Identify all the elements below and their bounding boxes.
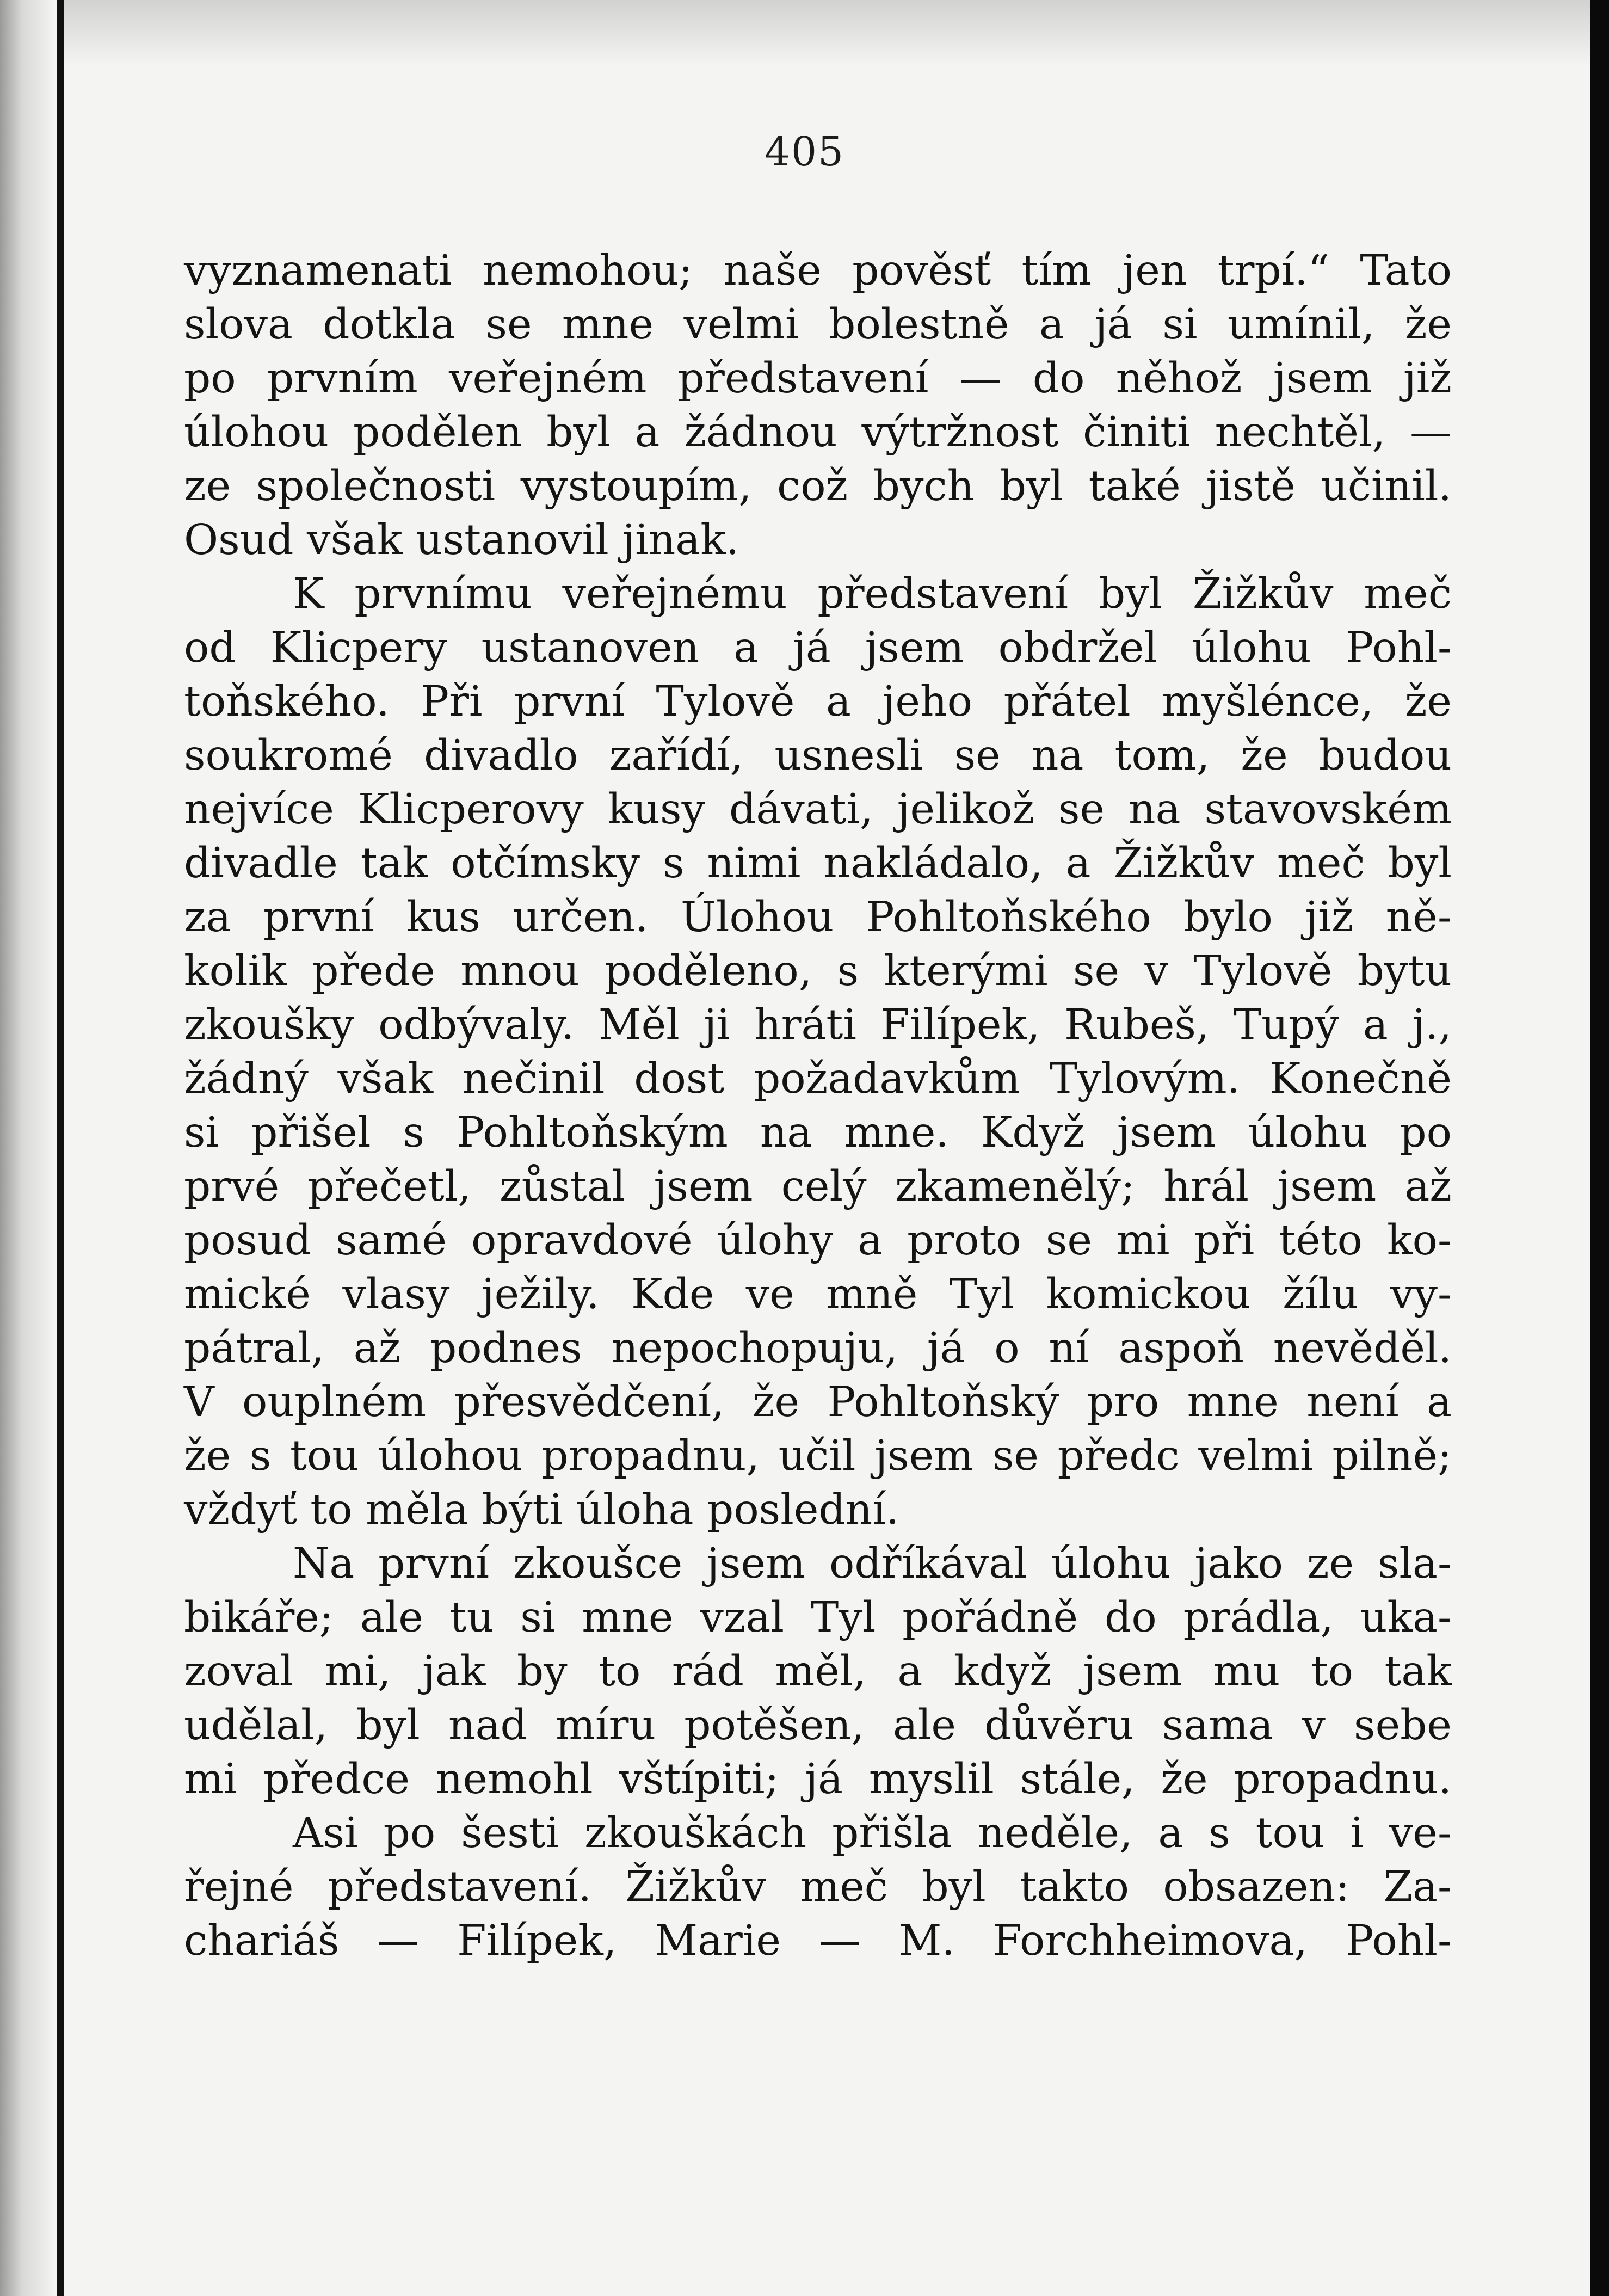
text-line: udělal, byl nad míru potěšen, ale důvěru sama v sebe (184, 1701, 1452, 1750)
text-line: bikáře; ale tu si mne vzal Tyl pořádně do prádla, uka- (184, 1593, 1452, 1642)
text-line: zkoušky odbývaly. Měl ji hráti Filípek, Rubeš, Tupý a j., (184, 1001, 1452, 1049)
text-line: soukromé divadlo zařídí, usnesli se na tom, že budou (184, 731, 1452, 780)
text-line: Na první zkoušce jsem odříkával úlohu jako ze sla- (293, 1540, 1452, 1588)
text-line: slova dotkla se mne velmi bolestně a já si umínil, že (184, 300, 1452, 349)
top-edge-shade (64, 0, 1590, 65)
page-number: 405 (764, 128, 845, 175)
text-line: Osud však ustanovil jinak. (184, 516, 739, 564)
text-line: pátral, až podnes nepochopuju, já o ní aspoň nevěděl. (184, 1324, 1452, 1372)
text-line: toňského. Při první Tylově a jeho přátel myšlénce, že (184, 678, 1452, 726)
text-line: zoval mi, jak by to rád měl, a když jsem mu to tak (184, 1647, 1452, 1696)
text-line: V ouplném přesvědčení, že Pohltoňský pro mne není a (184, 1378, 1452, 1426)
text-line: prvé přečetl, zůstal jsem celý zkamenělý; hrál jsem až (184, 1162, 1452, 1211)
text-line: mi předce nemohl vštípiti; já myslil stále, že propadnu. (184, 1755, 1452, 1803)
text-line: že s tou úlohou propadnu, učil jsem se předc velmi pilně; (184, 1432, 1452, 1480)
text-line: od Klicpery ustanoven a já jsem obdržel úlohu Pohl- (184, 624, 1452, 672)
text-line: ze společnosti vystoupím, což bych byl také jistě učinil. (184, 462, 1452, 510)
text-line: kolik přede mnou poděleno, s kterými se v Tylově bytu (184, 947, 1452, 995)
text-line: vždyť to měla býti úloha poslední. (184, 1486, 899, 1534)
text-line: úlohou podělen byl a žádnou výtržnost činiti nechtěl, — (184, 408, 1452, 457)
left-border-rule (57, 0, 64, 2296)
text-line: Asi po šesti zkouškách přišla neděle, a s tou i ve- (293, 1809, 1452, 1857)
text-line: řejné představení. Žižkův meč byl takto obsazen: Za- (184, 1863, 1452, 1911)
text-line: nejvíce Klicperovy kusy dávati, jelikož se na stavovském (184, 785, 1452, 834)
text-line: žádný však nečinil dost požadavkům Tylovým. Konečně (184, 1055, 1452, 1103)
text-line: po prvním veřejném představení — do něhož jsem již (184, 354, 1452, 403)
text-line: si přišel s Pohltoňským na mne. Když jsem úlohu po (184, 1109, 1452, 1157)
text-line: K prvnímu veřejnému představení byl Žižkův meč (293, 570, 1452, 618)
right-border-rule (1590, 0, 1609, 2296)
text-line: za první kus určen. Úlohou Pohltoňského bylo již ně- (184, 893, 1452, 941)
binding-shadow (0, 0, 54, 2296)
body-text (184, 244, 1452, 1968)
text-line: posud samé opravdové úlohy a proto se mi při této ko- (184, 1216, 1452, 1265)
text-line: vyznamenati nemohou; naše pověsť tím jen trpí.“ Tato (184, 247, 1452, 295)
text-line: mické vlasy ježily. Kde ve mně Tyl komickou žílu vy- (184, 1270, 1452, 1319)
text-line: divadle tak otčímsky s nimi nakládalo, a Žižkův meč byl (184, 839, 1452, 888)
text-line: chariáš — Filípek, Marie — M. Forchheimova, Pohl- (184, 1917, 1452, 1965)
